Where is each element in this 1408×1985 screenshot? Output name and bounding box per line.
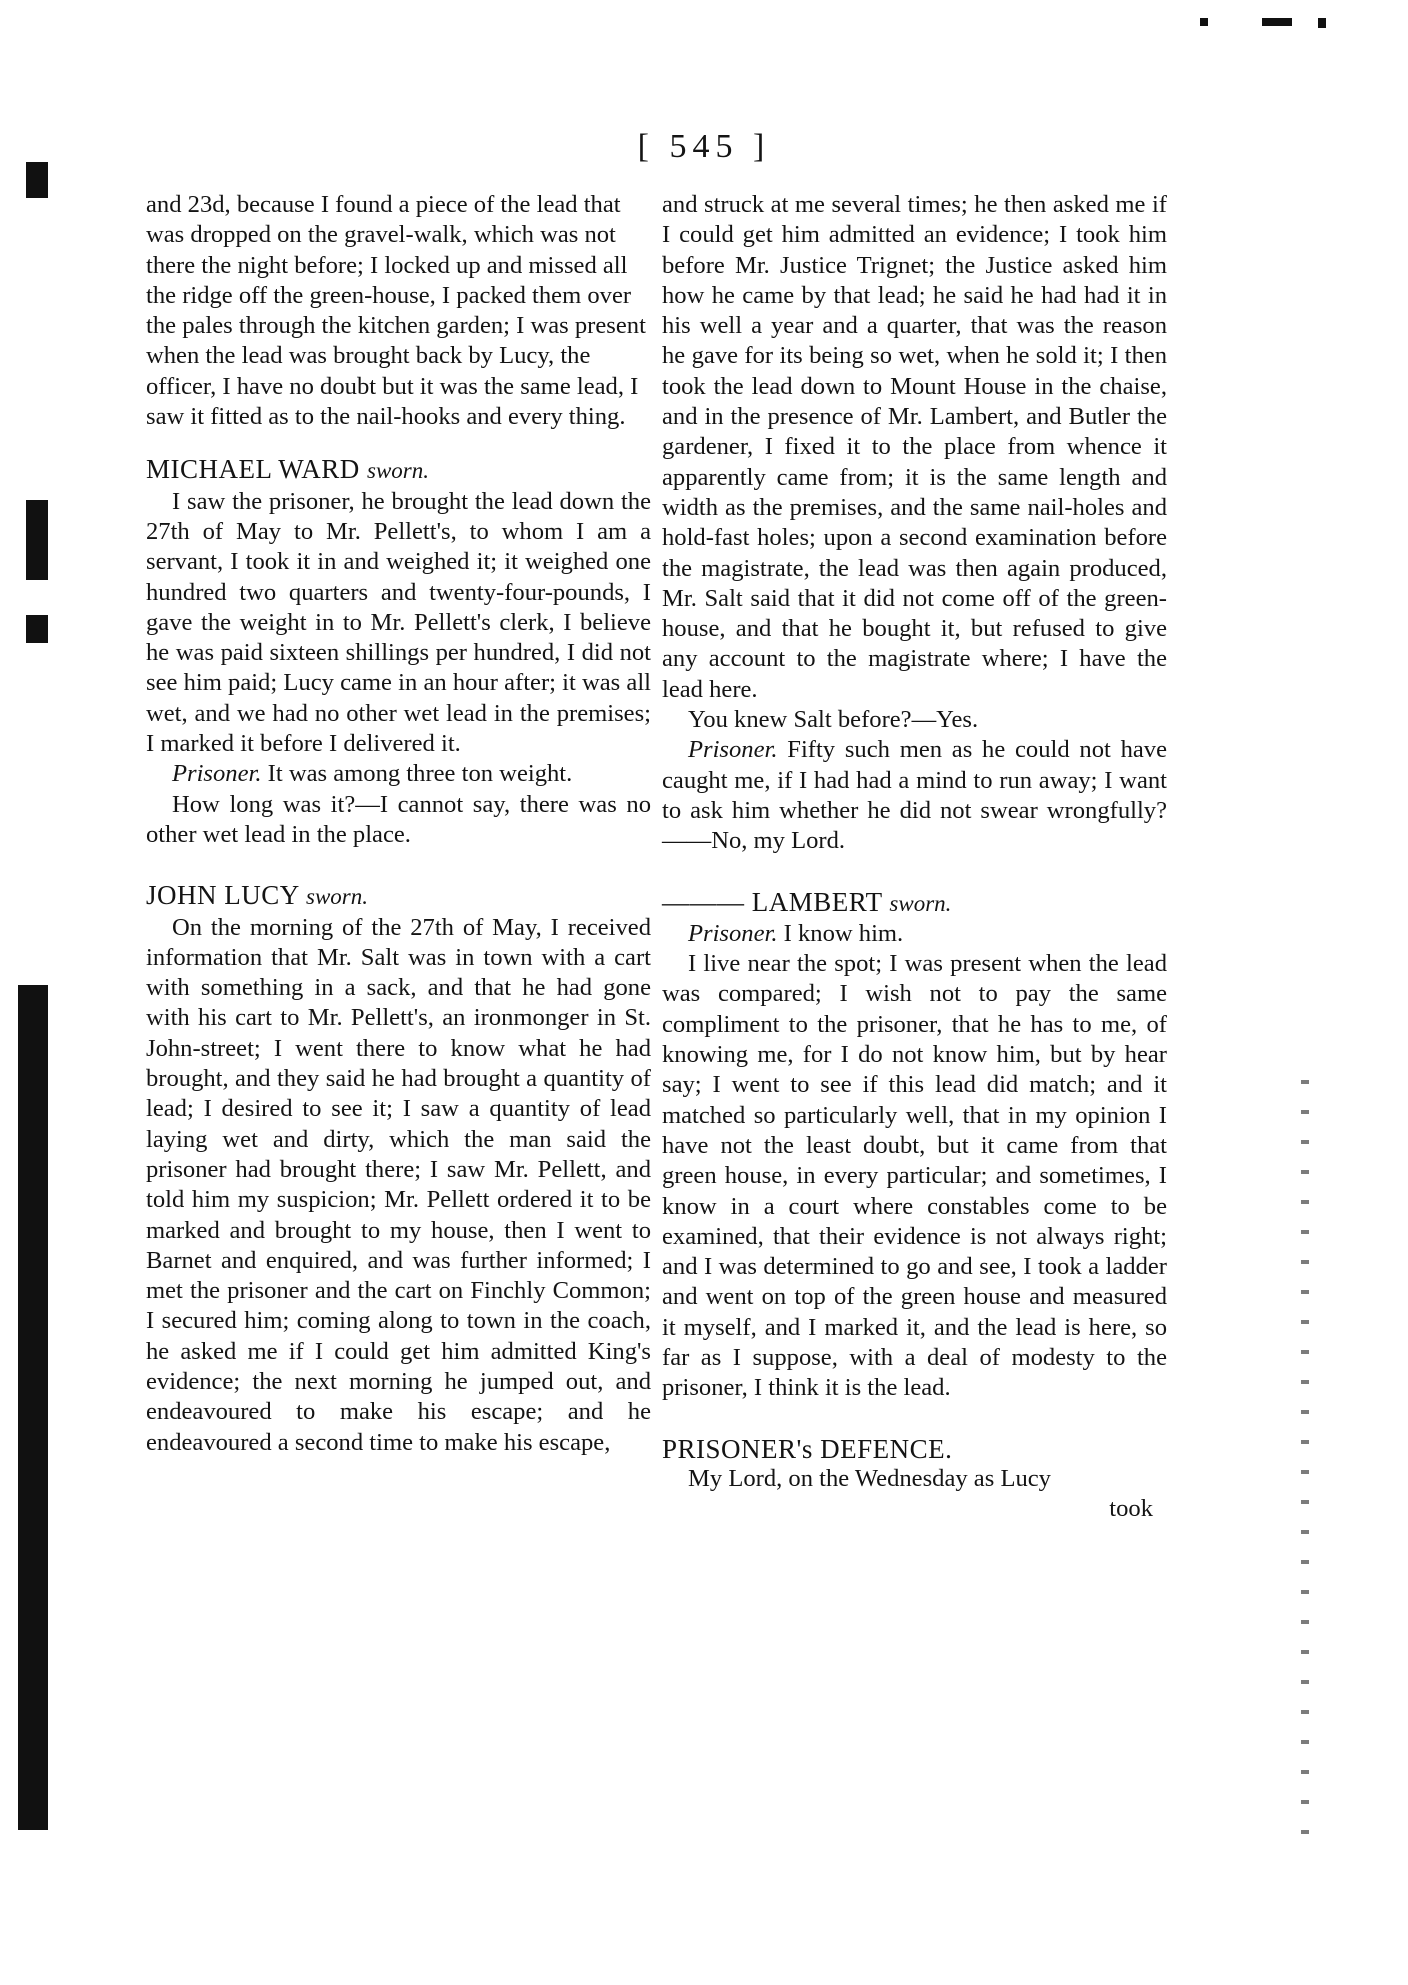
scan-mark	[26, 500, 48, 580]
paragraph: On the morning of the 27th of May, I received information that Mr. Salt was in town with a cart with something in a sack, and that he had gone with his cart to Mr. Pellett's, an ironmonger in St. John-street; I went there to know what he had brought, and they said he had brought a quantity of lead; I desired to see it; I saw a quantity of lead laying wet and dirty, which the man said the prisoner had brought there; I saw Mr. Pellett, and told him my suspicion; Mr. Pellett ordered it to be marked and brought to my house, then I went to Barnet and enquired, and was further informed; I met the prisoner and the cart on Finchly Common; I secured him; coming along to town in the coach, he asked me if I could get him admitted King's evidence; the next morning he jumped out, and endeavoured to make his escape; and he endeavoured a second time to make his escape,	[146, 913, 651, 1456]
witness-heading	[662, 887, 1167, 919]
scan-mark	[1200, 18, 1208, 26]
speaker-label: Prisoner.	[688, 736, 778, 764]
witness-heading	[146, 454, 651, 486]
witness-name: MICHAEL WARD	[146, 454, 360, 485]
scan-mark	[1262, 18, 1292, 26]
scan-mark	[1318, 18, 1326, 28]
sworn-label: sworn.	[889, 890, 952, 916]
paragraph: How long was it?—I cannot say, there was no other wet lead in the place.	[146, 790, 651, 848]
paragraph: and struck at me several times; he then asked me if I could get him admitted an evidence; I took him before Mr. Justice Trignet; the Justice asked him how he came by that lead; he said he had had it in his well a year and a quarter, that was the reason he gave for its being so wet, when he sold it; I then took the lead down to Mount House in the chaise, and in the presence of Mr. Lambert, and Butler the gardener, I fixed it to the place from whence it apparently came from; it is the same length and width as the premises, and the same nail-holes and hold-fast holes; upon a second examination before the magistrate, the lead was then again produced, Mr. Salt said that it did not come off of the green-house, and that he bought it, but refused to give any account to the magistrate where; I have the lead here.	[662, 191, 1167, 703]
witness-name: JOHN LUCY	[146, 880, 299, 911]
witness-heading	[146, 880, 651, 912]
sworn-label: sworn.	[367, 458, 429, 484]
page-number: [ 545 ]	[637, 128, 771, 165]
speech-text: Fifty such men as he could not have caught me, if I had had a mind to run away; I want to ask him whether he did not swear wrongfully?——No, my Lord.	[662, 736, 1168, 855]
sworn-label: sworn.	[306, 884, 368, 910]
scan-mark	[26, 615, 48, 643]
paragraph: I saw the prisoner, he brought the lead down the 27th of May to Mr. Pellett's, to whom I am a servant, I took it in and weighed it; it weighed one hundred two quarters and twenty-four-pounds, I gave the weight in to Mr. Pellett's clerk, I believe he was paid sixteen shillings per hundred, I did not see him paid; Lucy came in an hour after; it was all wet, and we had no other wet lead in the premises; I marked it before I delivered it.	[146, 487, 651, 758]
paragraph	[662, 919, 1167, 949]
defence-heading: PRISONER's DEFENCE.	[662, 1433, 953, 1464]
scan-mark	[18, 985, 48, 1830]
paragraph	[662, 735, 1167, 856]
speech-text: I know him.	[783, 919, 904, 947]
paragraph: and 23d, because I found a piece of the lead that was dropped on the gravel-walk, which was not there the night before; I locked up and missed all the ridge off the green-house, I packed them over the pales through the kitchen garden; I was present when the lead was brought back by Lucy, the officer, I have no doubt but it was the same lead, I saw it fitted as to the nail-hooks and every thing.	[146, 191, 646, 431]
scan-margin-noise	[1298, 1080, 1312, 1900]
catchword: took	[1109, 1495, 1153, 1523]
scan-mark	[26, 162, 48, 198]
paragraph: You knew Salt before?—Yes.	[688, 706, 979, 734]
paragraph	[146, 759, 651, 789]
speaker-label: Prisoner.	[172, 760, 262, 788]
left-column	[146, 190, 651, 1458]
paragraph: My Lord, on the Wednesday as Lucy	[688, 1464, 1051, 1492]
speaker-label: Prisoner.	[688, 919, 778, 947]
speech-text: It was among three ton weight.	[267, 760, 573, 788]
right-column	[662, 190, 1167, 1524]
paragraph: I live near the spot; I was present when the lead was compared; I wish not to pay the same compliment to the prisoner, that he has to me, of knowing me, for I do not know him, but by hear say; I went to see if this lead did match; and it matched so particularly well, that in my opinion I have not the least doubt, but it came from that green house, in every particular; and sometimes, I know in a court where constables come to be examined, that their evidence is not always right; and I was determined to go and see, I took a ladder and went on top of the green house and measured it myself, and I marked it, and the lead is here, so far as I suppose, with a deal of modesty to the prisoner, I think it is the lead.	[662, 950, 1167, 1402]
witness-name: ——— LAMBERT	[662, 886, 883, 917]
